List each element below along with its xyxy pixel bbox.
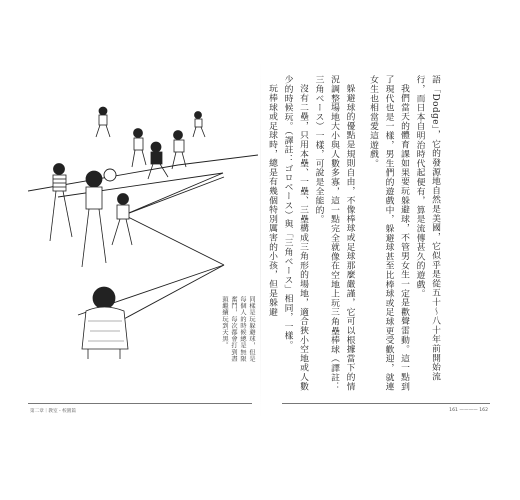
chapter-footer: 第二章｜教室・校園篇	[30, 409, 76, 414]
body-paragraph: 沒有二壘，只用本壘、一壘、三壘構成三角形的場地，適合狹小空地或人數少的時候玩。（譯註：ゴロベース）與「三角ベース」相同，一樣。	[282, 75, 308, 391]
body-paragraph: 語「Dodge」，它的發源地自然是美國，它似乎是從五十～八十年前開始流行，而日本自明治時代起便有，算是流傳甚久的遊戲。	[414, 75, 440, 381]
body-text	[232, 75, 442, 393]
body-paragraph: 我們當天的體育課如果要玩躲避球，不管男女生一定是歡聲雷動。這一點到了現代也是一樣，男生們的遊戲中，躲避球甚至比棒球或足球更受歡迎，就連女生也相當愛這遊戲。	[368, 75, 409, 392]
body-paragraph: 玩棒球或足球時，總是有幾個特別厲害的小孩，但是躲避	[267, 83, 277, 317]
illustration-caption: 同樣是玩躲避球，但是每個人的時候總是無限奮鬥，每次都會打到盡頭繼續玩到天黑。	[221, 296, 255, 362]
body-paragraph: 躲避球的優點是規則自由，不像棒球或足球那麼嚴謹，它可以根據當下的情況調整場地大小與人數多寡，這一點完全就像在空地上玩三角壘棒球（譯註：三角ベース）一樣，可說是全能的。	[313, 75, 355, 392]
footer-rule-right	[282, 403, 490, 404]
page-numbers: 161 ———— 162	[449, 408, 488, 413]
footer-rule-left	[28, 403, 252, 404]
